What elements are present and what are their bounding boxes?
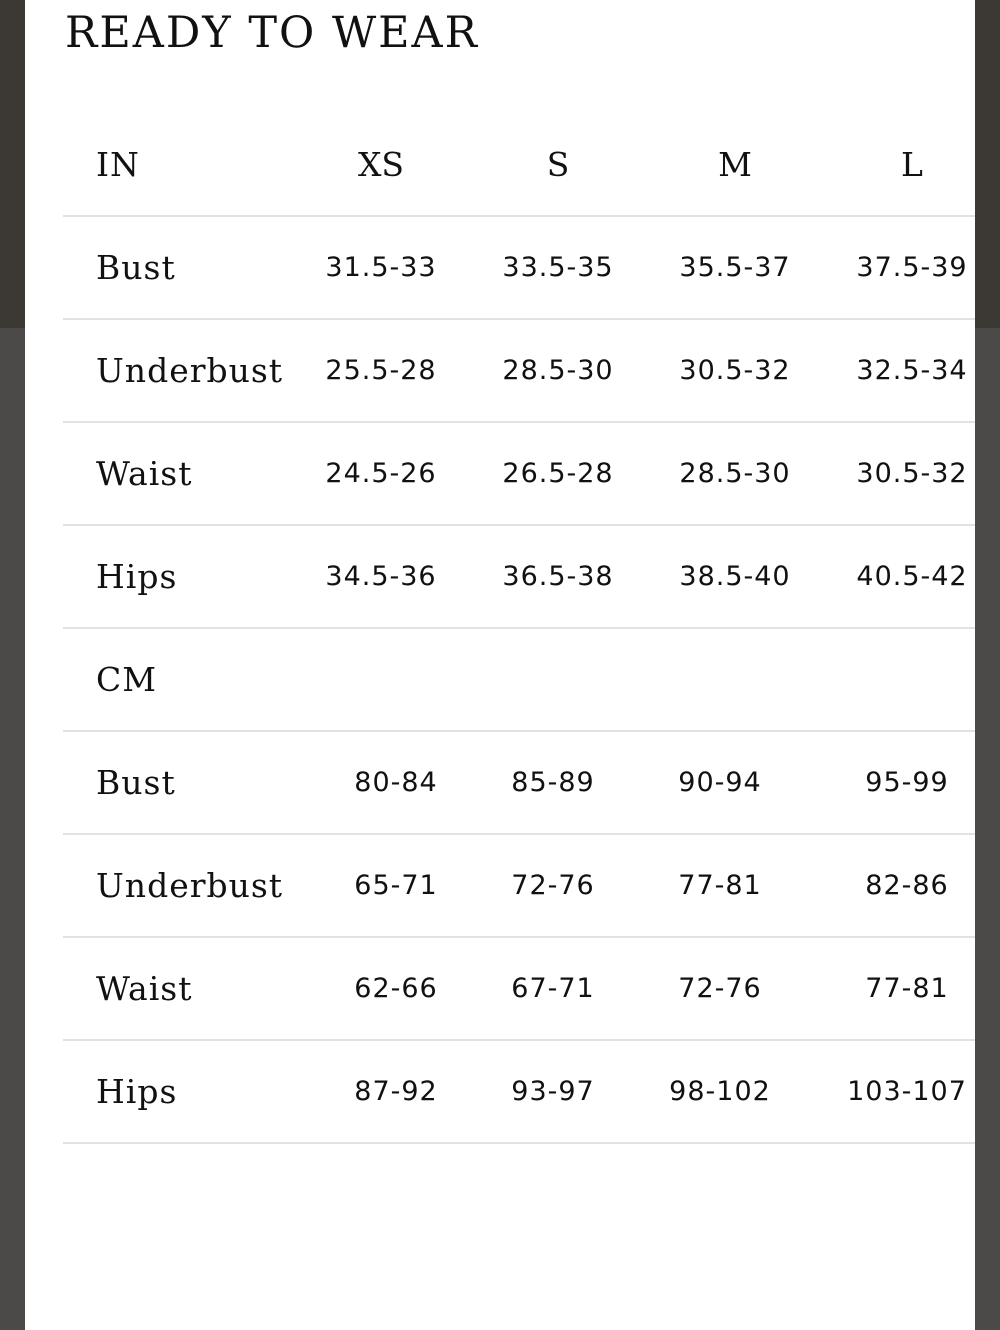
table-cell: 87-92 <box>354 1076 438 1107</box>
table-cell: 62-66 <box>354 973 438 1004</box>
table-cell: 31.5-33 <box>325 252 437 283</box>
table-cell: 30.5-32 <box>856 458 968 489</box>
unit-label-cm: CM <box>96 660 158 699</box>
table-row <box>63 1041 975 1144</box>
table-row <box>63 835 975 938</box>
table-cell: 28.5-30 <box>502 355 614 386</box>
table-cell: 28.5-30 <box>679 458 791 489</box>
table-cell: 24.5-26 <box>325 458 437 489</box>
table-row <box>63 320 975 423</box>
table-cell: 77-81 <box>678 870 762 901</box>
row-label-bust: Bust <box>96 763 176 802</box>
size-chart-panel <box>25 0 975 1330</box>
table-cell: 35.5-37 <box>679 252 791 283</box>
table-cell: 38.5-40 <box>679 561 791 592</box>
table-cell: 90-94 <box>678 767 762 798</box>
table-cell: 67-71 <box>511 973 595 1004</box>
table-cell: 82-86 <box>865 870 949 901</box>
unit-label-in: IN <box>96 145 140 184</box>
table-cell: 36.5-38 <box>502 561 614 592</box>
size-table <box>63 114 975 1144</box>
table-row <box>63 938 975 1041</box>
table-cell: 30.5-32 <box>679 355 791 386</box>
table-header-row <box>63 114 975 217</box>
table-cell: 72-76 <box>678 973 762 1004</box>
size-header-l: L <box>901 145 923 184</box>
table-cell: 98-102 <box>669 1076 771 1107</box>
table-cell: 40.5-42 <box>856 561 968 592</box>
table-cell: 93-97 <box>511 1076 595 1107</box>
table-cell: 34.5-36 <box>325 561 437 592</box>
row-label-hips: Hips <box>96 1072 178 1111</box>
size-header-m: M <box>718 145 752 184</box>
table-row <box>63 526 975 629</box>
row-label-underbust: Underbust <box>96 351 284 390</box>
page-title: READY TO WEAR <box>65 8 479 58</box>
table-cell: 37.5-39 <box>856 252 968 283</box>
table-row <box>63 732 975 835</box>
table-cell: 72-76 <box>511 870 595 901</box>
size-header-s: S <box>546 145 570 184</box>
table-cell: 25.5-28 <box>325 355 437 386</box>
table-cell: 26.5-28 <box>502 458 614 489</box>
table-cell: 65-71 <box>354 870 438 901</box>
table-cell: 77-81 <box>865 973 949 1004</box>
table-cell: 85-89 <box>511 767 595 798</box>
table-cell: 103-107 <box>847 1076 967 1107</box>
table-cell: 95-99 <box>865 767 949 798</box>
table-cell: 33.5-35 <box>502 252 614 283</box>
table-cell: 32.5-34 <box>856 355 968 386</box>
row-label-waist: Waist <box>96 454 193 493</box>
table-cell: 80-84 <box>354 767 438 798</box>
size-header-xs: XS <box>357 145 405 184</box>
row-label-hips: Hips <box>96 557 178 596</box>
row-label-waist: Waist <box>96 969 193 1008</box>
row-label-bust: Bust <box>96 248 176 287</box>
table-section-row <box>63 629 975 732</box>
table-row <box>63 217 975 320</box>
row-label-underbust: Underbust <box>96 866 284 905</box>
table-row <box>63 423 975 526</box>
